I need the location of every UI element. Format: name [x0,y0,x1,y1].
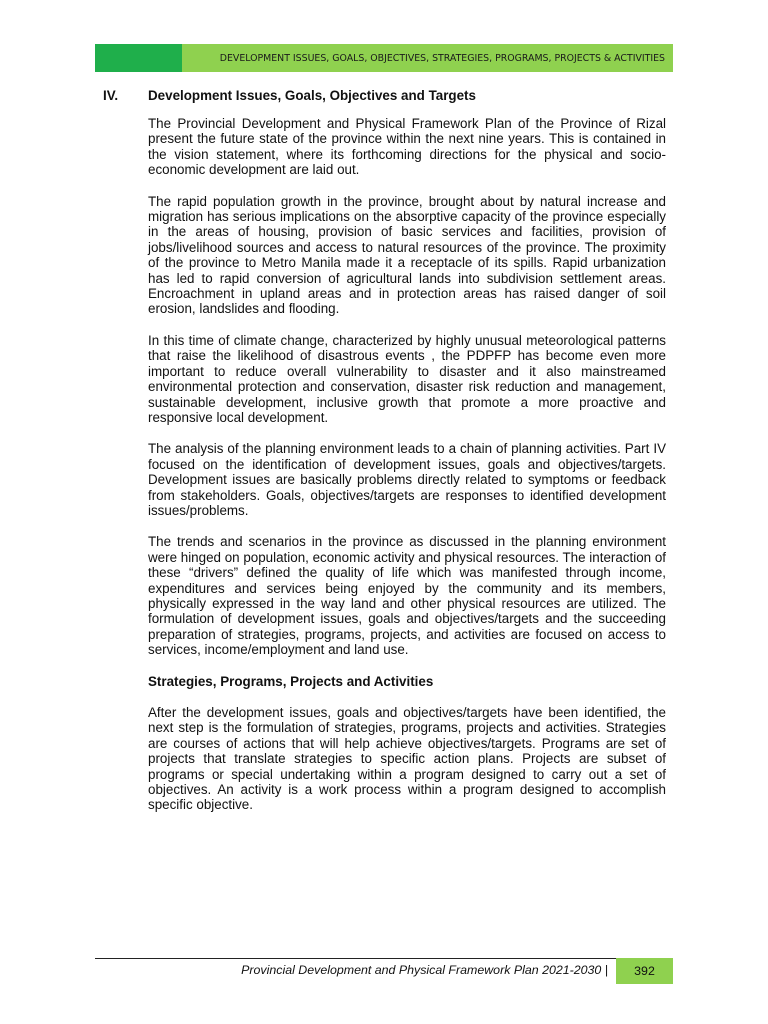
header-accent-block [95,44,182,72]
section-number: IV. [103,88,119,103]
paragraph: The analysis of the planning environment leads to a chain of planning activities. Part IV focused on the identification of development issues, goals and objectives/targets. Development issues are basically problems directly related to symptoms or feedback from stakeholders. Goals, objectives/targets are responses to identified development issues/problems. [148,441,666,518]
section-heading [103,88,476,103]
paragraph: The Provincial Development and Physical Framework Plan of the Province of Rizal present the future state of the province within the next nine years. This is contained in the vision statement, where its forthcoming directions for the physical and socio-economic development are laid out. [148,116,666,178]
page-number: 392 [616,958,673,984]
footer-title: Provincial Development and Physical Framework Plan 2021-2030 | [241,963,608,977]
body-content [148,116,666,829]
subsection-title: Strategies, Programs, Projects and Activities [148,673,434,689]
paragraph: The rapid population growth in the province, brought about by natural increase and migration has serious implications on the absorptive capacity of the province especially in the areas of housing, provision of basic services and facilities, provision of jobs/livelihood sources and access to natural resources of the province. The proximity of the province to Metro Manila made it a receptacle of its spills. Rapid urbanization has led to rapid conversion of agricultural lands into subdivision settlement areas. Encroachment in upland areas and in protection areas has raised danger of soil erosion, landslides and flooding. [148,193,666,317]
header-title-band [182,44,673,72]
paragraph: The trends and scenarios in the province as discussed in the planning environment were hinged on population, economic activity and physical resources. The interaction of these “drivers” defined the quality of life which was manifested through income, expenditures and services being enjoyed by the community and its members, physically expressed in the way land and other physical resources are utilized. The formulation of development issues, goals and objectives/targets and the succeeding preparation of strategies, programs, projects, and activities are focused on access to services, income/employment and land use. [148,534,666,658]
paragraph: After the development issues, goals and objectives/targets have been identified, the next step is the formulation of strategies, programs, projects and activities. Strategies are courses of actions that will help achieve objectives/targets. Programs are set of projects that translate strategies to specific action plans. Projects are subset of programs or special undertaking within a program designed to carry out a set of objectives. An activity is a work process within a program designed to accomplish specific objective. [148,705,666,813]
section-title: Development Issues, Goals, Objectives and Targets [148,88,476,103]
paragraph: In this time of climate change, characterized by highly unusual meteorological patterns that raise the likelihood of disastrous events , the PDPFP has become even more important to reduce overall vulnerability to disaster and it also mainstreamed environmental protection and conservation, disaster risk reduction and management, sustainable development, inclusive growth that promote a more proactive and responsive local development. [148,332,666,425]
running-header-title: DEVELOPMENT ISSUES, GOALS, OBJECTIVES, STRATEGIES, PROGRAMS, PROJECTS & ACTIVITIES [219,52,665,64]
running-header [95,44,673,72]
footer-divider [95,958,616,959]
